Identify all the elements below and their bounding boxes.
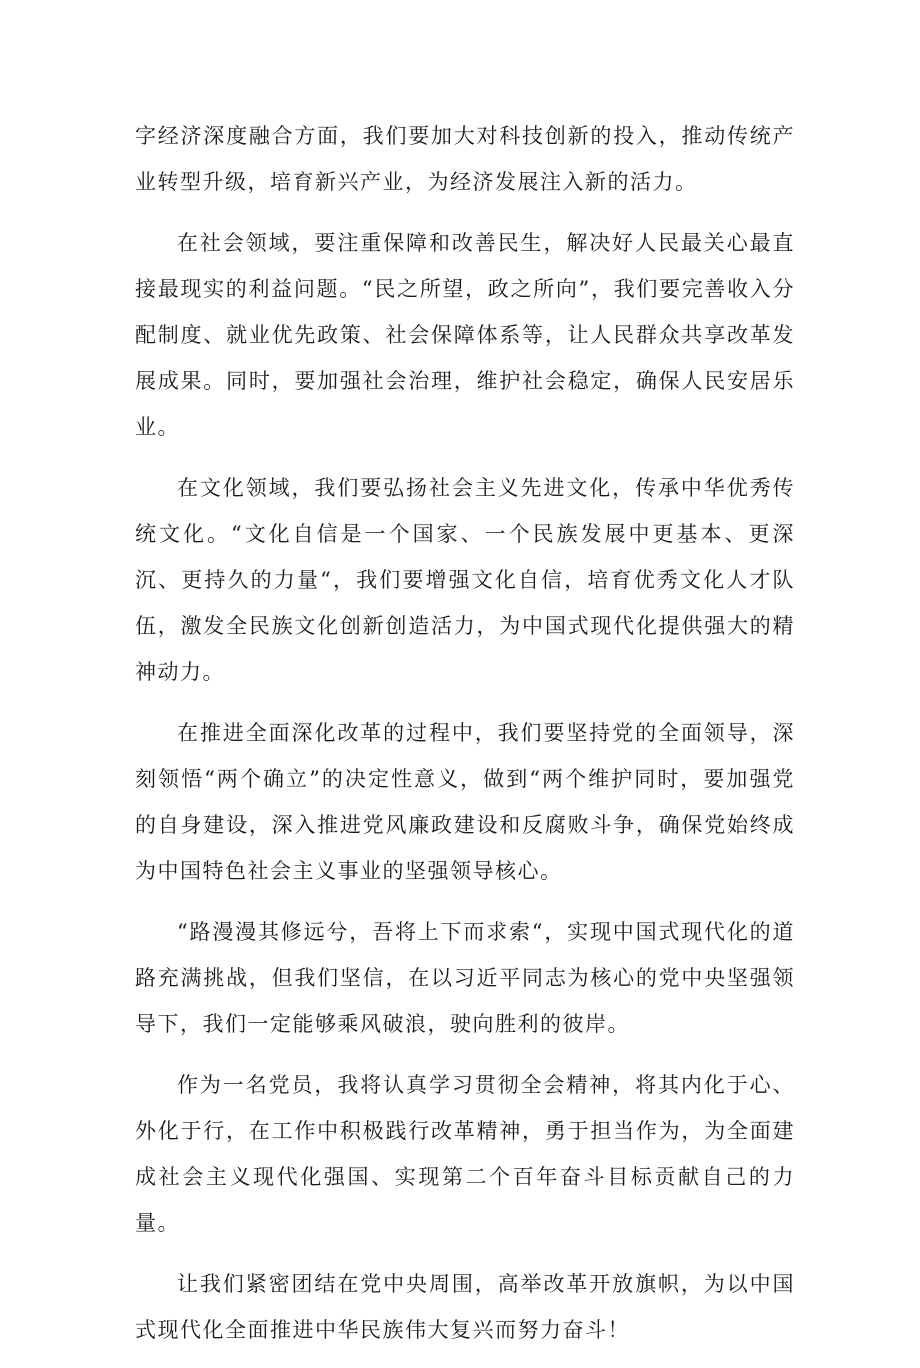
paragraph-continuation: 字经济深度融合方面，我们要加大对科技创新的投入，推动传统产业转型升级，培育新兴产业，为经济发展注入新的活力。 xyxy=(135,124,795,194)
paragraph-closing: 让我们紧密团结在党中央周围，高举改革开放旗帜，为以中国式现代化全面推进中华民族伟大复兴而努力奋斗！ xyxy=(135,1272,795,1342)
paragraph-party-member: 作为一名党员，我将认真学习贯彻全会精神，将其内化于心、外化于行，在工作中积极践行改革精神，勇于担当作为，为全面建成社会主义现代化强国、实现第二个百年奋斗目标贡献自己的力量。 xyxy=(135,1073,795,1235)
document-body xyxy=(135,113,795,1368)
paragraph-party-leadership: 在推进全面深化改革的过程中，我们要坚持党的全面领导，深刻领悟“两个确立”的决定性意义，做到“两个维护同时，要加强党的自身建设，深入推进党风廉政建设和反腐败斗争，确保党始终成为中国特色社会主义事业的坚强领导核心。 xyxy=(135,721,795,883)
paragraph-cultural-field: 在文化领域，我们要弘扬社会主义先进文化，传承中华优秀传统文化。“文化自信是一个国家、一个民族发展中更基本、更深沉、更持久的力量“，我们要增强文化自信，培育优秀文化人才队伍，激发全民族文化创新创造活力，为中国式现代化提供强大的精神动力。 xyxy=(135,476,795,684)
paragraph-road-ahead: “路漫漫其修远兮，吾将上下而求索“，实现中国式现代化的道路充满挑战，但我们坚信，在以习近平同志为核心的党中央坚强领导下，我们一定能够乘风破浪，驶向胜利的彼岸。 xyxy=(135,920,795,1036)
paragraph-social-field: 在社会领域，要注重保障和改善民生，解决好人民最关心最直接最现实的利益问题。“民之所望，政之所向”，我们要完善收入分配制度、就业优先政策、社会保障体系等，让人民群众共享改革发展成果。同时，要加强社会治理，维护社会稳定，确保人民安居乐业。 xyxy=(135,231,795,439)
